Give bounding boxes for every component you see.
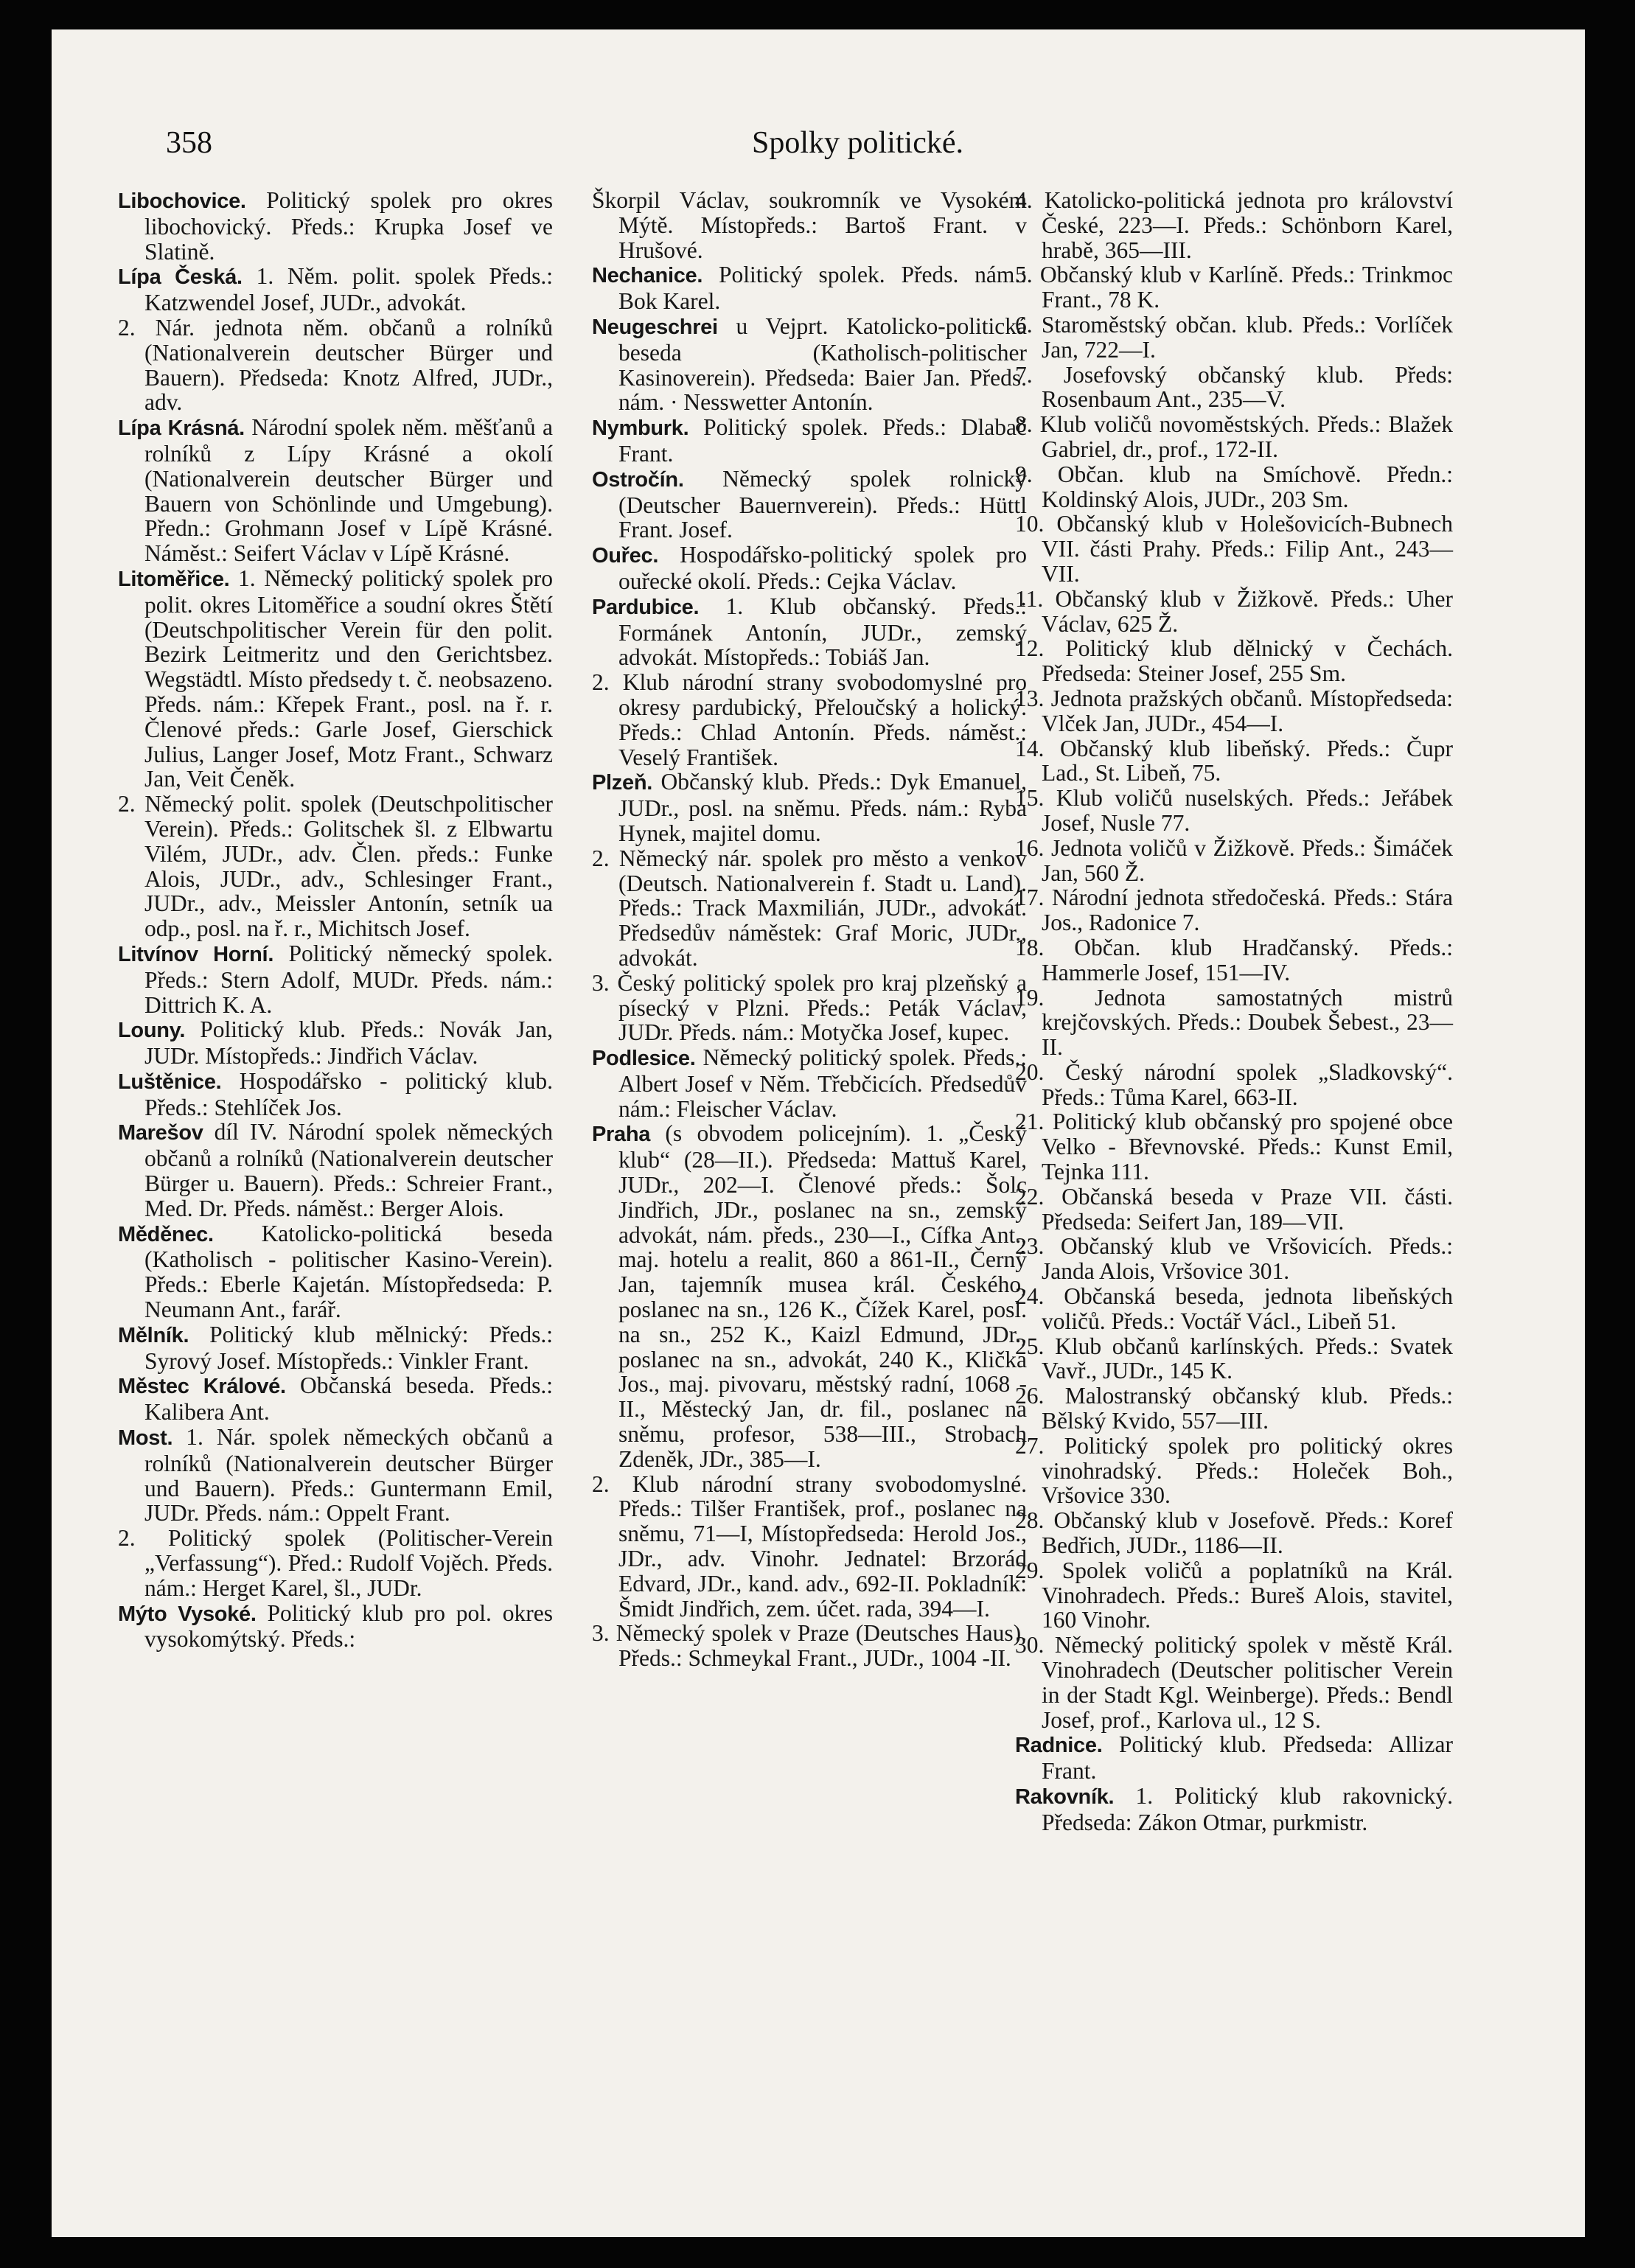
entry-place-name: Louny. (118, 1019, 186, 1043)
directory-entry (1015, 836, 1453, 886)
directory-entry (592, 1621, 1027, 1671)
entry-text: Hospodářsko-politický spolek pro ouřecké okolí. Předs.: Cejka Václav. (618, 542, 1028, 594)
directory-entry (118, 1120, 553, 1221)
entry-place-name: Neugeschrei (592, 315, 718, 339)
entry-place-name: Nechanice. (592, 264, 703, 288)
directory-entry (1015, 1732, 1453, 1784)
entry-text: 2. Německý nár. spolek pro město a venkov (Deutsch. Nationalverein f. Stadt u. Land). Předs.: Track Maxmilián, JUDr., advokát. Předsedův náměstek: Graf Moric, JUDr., advokát. (592, 845, 1027, 971)
entry-text: Politický klub pro pol. okres vysokomýtský. Předs.: (144, 1599, 554, 1653)
entry-place-name: Most. (118, 1426, 173, 1451)
entry-text: 25. Klub občanů karlínských. Předs.: Svatek Vavř., JUDr., 145 K. (1015, 1333, 1453, 1384)
directory-entry (1015, 636, 1453, 686)
entry-text: 29. Spolek voličů a poplatníků na Král. Vinohradech. Předs.: Bureš Alois, stavitel, 160 Vinohr. (1015, 1557, 1453, 1633)
directory-entry (592, 542, 1027, 594)
directory-entry (592, 670, 1027, 770)
entry-place-name: Plzeň. (592, 771, 652, 795)
directory-entry (118, 1601, 553, 1653)
directory-entry (592, 971, 1027, 1045)
directory-entry (592, 262, 1027, 314)
directory-entry (118, 415, 553, 566)
entry-place-name: Ostročín. (592, 467, 684, 492)
entry-text: Politický klub. Předs.: Novák Jan, JUDr. Místopředs.: Jindřich Václav. (144, 1016, 554, 1070)
entry-text: Národní spolek něm. měšťanů a rolníků z Lípy Krásné a okolí (Nationalverein deutscher Bürger und Bauern von Schönlinde und Umgebung). Předn.: Grohmann Josef v Lípě Krásné. Náměst.: Seifert Václav v Lípě Krásné. (144, 414, 554, 567)
entry-text: 1. Nár. spolek německých občanů a rolníků (Nationalverein deutscher Bürger und Bauern). Předs.: Guntermann Emil, JUDr. Předs. nám.: Oppelt Frant. (144, 1424, 553, 1526)
entry-text: Katolicko-politická beseda (Katholisch - politischer Kasino-Verein). Předs.: Eberle Kajetán. Místopředseda: P. Neumann Ant., farář. (144, 1220, 553, 1323)
directory-entry (1015, 363, 1453, 413)
directory-entry (1015, 1060, 1453, 1110)
entry-text: 5. Občanský klub v Karlíně. Předs.: Trinkmoc Frant., 78 K. (1015, 262, 1453, 313)
entry-text: 18. Občan. klub Hradčanský. Předs.: Hammerle Josef, 151—IV. (1015, 934, 1453, 985)
directory-entry (592, 846, 1027, 971)
directory-entry (1015, 1434, 1453, 1508)
directory-entry (592, 1045, 1027, 1121)
directory-entry (1015, 1184, 1453, 1235)
entry-place-name: Litoměřice. (118, 567, 230, 591)
directory-entry (1015, 587, 1453, 637)
entry-text: 28. Občanský klub v Josefově. Předs.: Koref Bedřich, JUDr., 1186—II. (1015, 1507, 1453, 1559)
entry-place-name: Ouřec. (592, 544, 659, 568)
entry-text: 19. Jednota samostatných mistrů krejčovských. Předs.: Doubek Šebest., 23—II. (1015, 984, 1453, 1061)
column-right (1015, 188, 1453, 1835)
entry-place-name: Pardubice. (592, 595, 700, 619)
directory-entry (118, 1373, 553, 1425)
column-middle (592, 188, 1027, 1671)
entry-place-name: Lípa Krásná. (118, 416, 245, 441)
entry-text: Politický německý spolek. Předs.: Stern Adolf, MUDr. Předs. nám.: Dittrich K. A. (144, 940, 553, 1018)
entry-text: Politický klub mělnický: Předs.: Syrový Josef. Místopředs.: Vinkler Frant. (144, 1321, 553, 1374)
directory-entry (1015, 188, 1453, 262)
entry-text: Politický spolek. Předs. nám.: Bok Karel. (618, 262, 1027, 315)
entry-text: 3. Německý spolek v Praze (Deutsches Haus). Předs.: Schmeykal Frant., JUDr., 1004 -II. (592, 1620, 1027, 1672)
directory-entry (592, 467, 1027, 542)
entry-text: 3. Český politický spolek pro kraj plzeňský a písecký v Plzni. Předs.: Peták Václav, JUDr. Předs. nám.: Motyčka Josef, kupec. (592, 969, 1027, 1046)
entry-text: Škorpil Václav, soukromník ve Vysokém Mýtě. Místopředs.: Bartoš Frant. v Hrušové. (592, 187, 1027, 263)
directory-entry (1015, 1784, 1453, 1835)
entry-text: 4. Katolicko-politická jednota pro království České, 223—I. Předs.: Schönborn Karel, hrabě, 365—III. (1015, 187, 1453, 263)
directory-entry (118, 315, 553, 415)
entry-text: Politický spolek pro okres libochovický. Předs.: Krupka Josef ve Slatině. (144, 187, 554, 265)
directory-entry (118, 1017, 553, 1069)
entry-text: 16. Jednota voličů v Žižkově. Předs.: Šimáček Jan, 560 Ž. (1015, 834, 1453, 886)
directory-entry (1015, 786, 1453, 836)
entry-text: 15. Klub voličů nuselských. Předs.: Jeřábek Josef, Nusle 77. (1015, 785, 1453, 836)
directory-entry (592, 415, 1027, 467)
entry-text: 8. Klub voličů novoměstských. Předs.: Blažek Gabriel, dr., prof., 172-II. (1015, 411, 1453, 462)
entry-text: 21. Politický klub občanský pro spojené obce Velko - Břevnovské. Předs.: Kunst Emil, Tejnka 111. (1015, 1109, 1453, 1185)
entry-place-name: Radnice. (1015, 1734, 1103, 1758)
directory-entry (118, 566, 553, 792)
entry-text: 17. Národní jednota středočeská. Předs.: Stára Jos., Radonice 7. (1015, 884, 1453, 936)
entry-text: 1. Něm. polit. spolek Předs.: Katzwendel Josef, JUDr., advokát. (144, 263, 554, 316)
directory-entry (1015, 1109, 1453, 1184)
entry-place-name: Litvínov Horní. (118, 942, 274, 966)
entry-text: 10. Občanský klub v Holešovicích-Bubnech VII. části Prahy. Předs.: Filip Ant., 243—VII. (1015, 511, 1453, 587)
directory-entry (592, 770, 1027, 845)
entry-text: Občanský klub. Předs.: Dyk Emanuel, JUDr., posl. na sněmu. Předs. nám.: Ryba Hynek, majitel domu. (618, 769, 1028, 846)
entry-text: (s obvodem policejním). 1. „Český klub“ (28—II.). Předseda: Mattuš Karel, JUDr., 202—I. Členové předs.: Šolc Jindřich, JDr., poslanec na sn., zemský advokát, nám. předs., 230—I., Cífka Ant., maj. hotelu a realit, 860 a 861-II., Černý Jan, tajemník musea král. Českého, poslanec na sn., 126 K., Čížek Karel, posl. na sn., 252 K., Kaizl Edmund, JDr., poslanec na sn., advokát, 240 K., Klička Jos., maj. pivovaru, městský radní, 1068 - II., Městecký Jan, dr. fil., poslanec na sněmu, profesor, 538—III., Strobach Zdeněk, JDr., 385—I. (618, 1120, 1027, 1472)
directory-entry (1015, 1334, 1453, 1384)
entry-text: Občanská beseda. Předs.: Kalibera Ant. (144, 1372, 554, 1426)
entry-text: 2. Nár. jednota něm. občanů a rolníků (Nationalverein deutscher Bürger und Bauern). Předseda: Knotz Alfred, JUDr., adv. (118, 314, 553, 416)
entry-text: 27. Politický spolek pro politický okres vinohradský. Předs.: Holeček Boh., Vršovice 330. (1015, 1432, 1453, 1509)
directory-entry (118, 188, 553, 264)
directory-entry (118, 1069, 553, 1120)
directory-entry (1015, 313, 1453, 363)
entry-text: 2. Politický spolek (Politischer-Verein „Verfassung“). Před.: Rudolf Vojěch. Předs. nám.: Herget Karel, šl., JUDr. (118, 1525, 553, 1601)
entry-text: 26. Malostranský občanský klub. Předs.: Bělský Kvido, 557—III. (1015, 1383, 1453, 1434)
entry-text: 22. Občanská beseda v Praze VII. části. Předseda: Seifert Jan, 189—VII. (1015, 1183, 1453, 1235)
entry-text: Německý spolek rolnický (Deutscher Bauernverein). Předs.: Hüttl Frant. Josef. (618, 465, 1027, 543)
entry-text: 11. Občanský klub v Žižkově. Předs.: Uher Václav, 625 Ž. (1015, 585, 1453, 637)
directory-entry (1015, 1633, 1453, 1732)
entry-text: Německý politický spolek. Předs.: Albert Josef v Něm. Třebčicích. Předsedův nám.: Fleischer Václav. (618, 1044, 1027, 1122)
directory-entry (1015, 736, 1453, 786)
entry-text: 20. Český národní spolek „Sladkovský“. Předs.: Tůma Karel, 663-II. (1015, 1058, 1453, 1110)
entry-text: díl IV. Národní spolek německých občanů a rolníků (Nationalverein deutscher Bürger u. Bauern). Předs.: Schreier Frant., Med. Dr. Předs. náměst.: Berger Alois. (144, 1119, 553, 1221)
entry-text: Politický spolek. Předs.: Dlabač Frant. (618, 414, 1027, 467)
entry-place-name: Městec Králové. (118, 1375, 286, 1399)
entry-text: 30. Německý politický spolek v městě Král. Vinohradech (Deutscher politischer Verein in der Stadt Kgl. Weinberge). Předs.: Bendl Josef, prof., Karlova ul., 12 S. (1015, 1632, 1453, 1733)
page-title: Spolky politické. (752, 126, 963, 160)
entry-text: u Vejprt. Katolicko-politická beseda (Katholisch-politischer Kasinoverein). Předseda: Baier Jan. Předs. nám. · Nesswetter Antonín. (618, 313, 1027, 416)
page-header (166, 125, 1552, 177)
entry-place-name: Lípa Česká. (118, 265, 243, 290)
entry-text: 24. Občanská beseda, jednota libeňských voličů. Předs.: Voctář Václ., Libeň 51. (1015, 1283, 1453, 1334)
entry-place-name: Marešov (118, 1121, 203, 1145)
directory-entry (1015, 985, 1453, 1060)
directory-entry (118, 1425, 553, 1526)
entry-text: 1. Klub občanský. Předs.: Formánek Antonín, JUDr., zemský advokát. Místopředs.: Tobiáš Jan. (618, 593, 1027, 671)
entry-place-name: Měděnec. (118, 1222, 214, 1246)
directory-entry (1015, 686, 1453, 736)
entry-text: 1. Politický klub rakovnický. Předseda: Zákon Otmar, purkmistr. (1042, 1783, 1454, 1835)
entry-place-name: Rakovník. (1015, 1785, 1115, 1809)
entry-place-name: Libochovice. (118, 189, 246, 213)
directory-entry (1015, 885, 1453, 935)
entry-place-name: Mělník. (118, 1323, 189, 1347)
entry-text: 2. Klub národní strany svobodomyslné pro okresy pardubický, Přeloučský a holický. Předs.: Chlad Antonín. Předs. náměst.: Veselý František. (592, 669, 1027, 770)
entry-text: 9. Občan. klub na Smíchově. Předn.: Koldinský Alois, JUDr., 203 Sm. (1015, 461, 1453, 512)
entry-place-name: Praha (592, 1123, 651, 1147)
directory-entry (1015, 1558, 1453, 1633)
entry-text: 13. Jednota pražských občanů. Místopředseda: Vlček Jan, JUDr., 454—I. (1015, 685, 1453, 736)
directory-entry (1015, 412, 1453, 462)
directory-entry (1015, 462, 1453, 512)
directory-entry (592, 314, 1027, 415)
directory-entry (118, 1221, 553, 1322)
entry-text: 6. Staroměstský občan. klub. Předs.: Vorlíček Jan, 722—I. (1015, 311, 1453, 363)
directory-entry (592, 594, 1027, 670)
entry-text: 14. Občanský klub libeňský. Předs.: Čupr Lad., St. Libeň, 75. (1015, 735, 1453, 786)
directory-entry (1015, 935, 1453, 985)
entry-text: Hospodářsko - politický klub. Předs.: Stehlíček Jos. (144, 1067, 554, 1120)
entry-text: 1. Německý politický spolek pro polit. okres Litoměřice a soudní okres Štětí (Deutschpolitischer Verein für den polit. Bezirk Leitmeritz und den Gerichtsbez. Wegstädtl. Místo předsedy t. č. neobsazeno. Předs. nám.: Křepek Frant., posl. na ř. r. Členové předs.: Garle Josef, Gierschick Julius, Langer Josef, Motz Frant., Schwarz Jan, Veit Čeněk. (144, 565, 553, 792)
entry-place-name: Nymburk. (592, 416, 689, 441)
entry-place-name: Podlesice. (592, 1047, 696, 1071)
directory-entry (1015, 1384, 1453, 1434)
directory-entry (118, 792, 553, 941)
directory-entry (118, 264, 553, 315)
directory-entry (592, 1472, 1027, 1622)
directory-entry (118, 1322, 553, 1374)
entry-text: 2. Klub národní strany svobodomyslné. Předs.: Tilšer František, prof., poslanec na sněmu, 71—I, Místopředseda: Herold Jos., JDr., adv. Vinohr. Jednatel: Brzorád Edvard, JDr., kand. adv., 692-II. Pokladník: Šmidt Jindřich, zem. účet. rada, 394—I. (592, 1470, 1027, 1622)
directory-entry (1015, 1508, 1453, 1558)
entry-text: 7. Josefovský občanský klub. Předs: Rosenbaum Ant., 235—V. (1015, 361, 1453, 413)
entry-place-name: Mýto Vysoké. (118, 1602, 257, 1626)
entry-text: 12. Politický klub dělnický v Čechách. Předseda: Steiner Josef, 255 Sm. (1015, 635, 1453, 687)
directory-entry (592, 188, 1027, 262)
directory-entry (118, 1526, 553, 1600)
column-left (118, 188, 553, 1652)
page-number: 358 (166, 126, 212, 160)
directory-entry (1015, 1284, 1453, 1334)
entry-place-name: Luštěnice. (118, 1070, 222, 1094)
directory-entry (118, 941, 553, 1017)
entry-text: Politický klub. Předseda: Allizar Frant. (1042, 1731, 1453, 1784)
directory-entry (592, 1121, 1027, 1471)
directory-entry (1015, 512, 1453, 586)
entry-text: 2. Německý polit. spolek (Deutschpolitischer Verein). Předs.: Golitschek šl. z Elbwartu Vilém, JUDr., adv. Člen. předs.: Funke Alois, JUDr., adv., Schlesinger Frant., JUDr., adv., Meissler Antonín, setník ua odp., posl. na ř. r., Michitsch Josef. (118, 791, 553, 942)
directory-entry (1015, 1234, 1453, 1284)
entry-text: 23. Občanský klub ve Vršovicích. Předs.: Janda Alois, Vršovice 301. (1015, 1233, 1453, 1285)
directory-entry (1015, 262, 1453, 313)
